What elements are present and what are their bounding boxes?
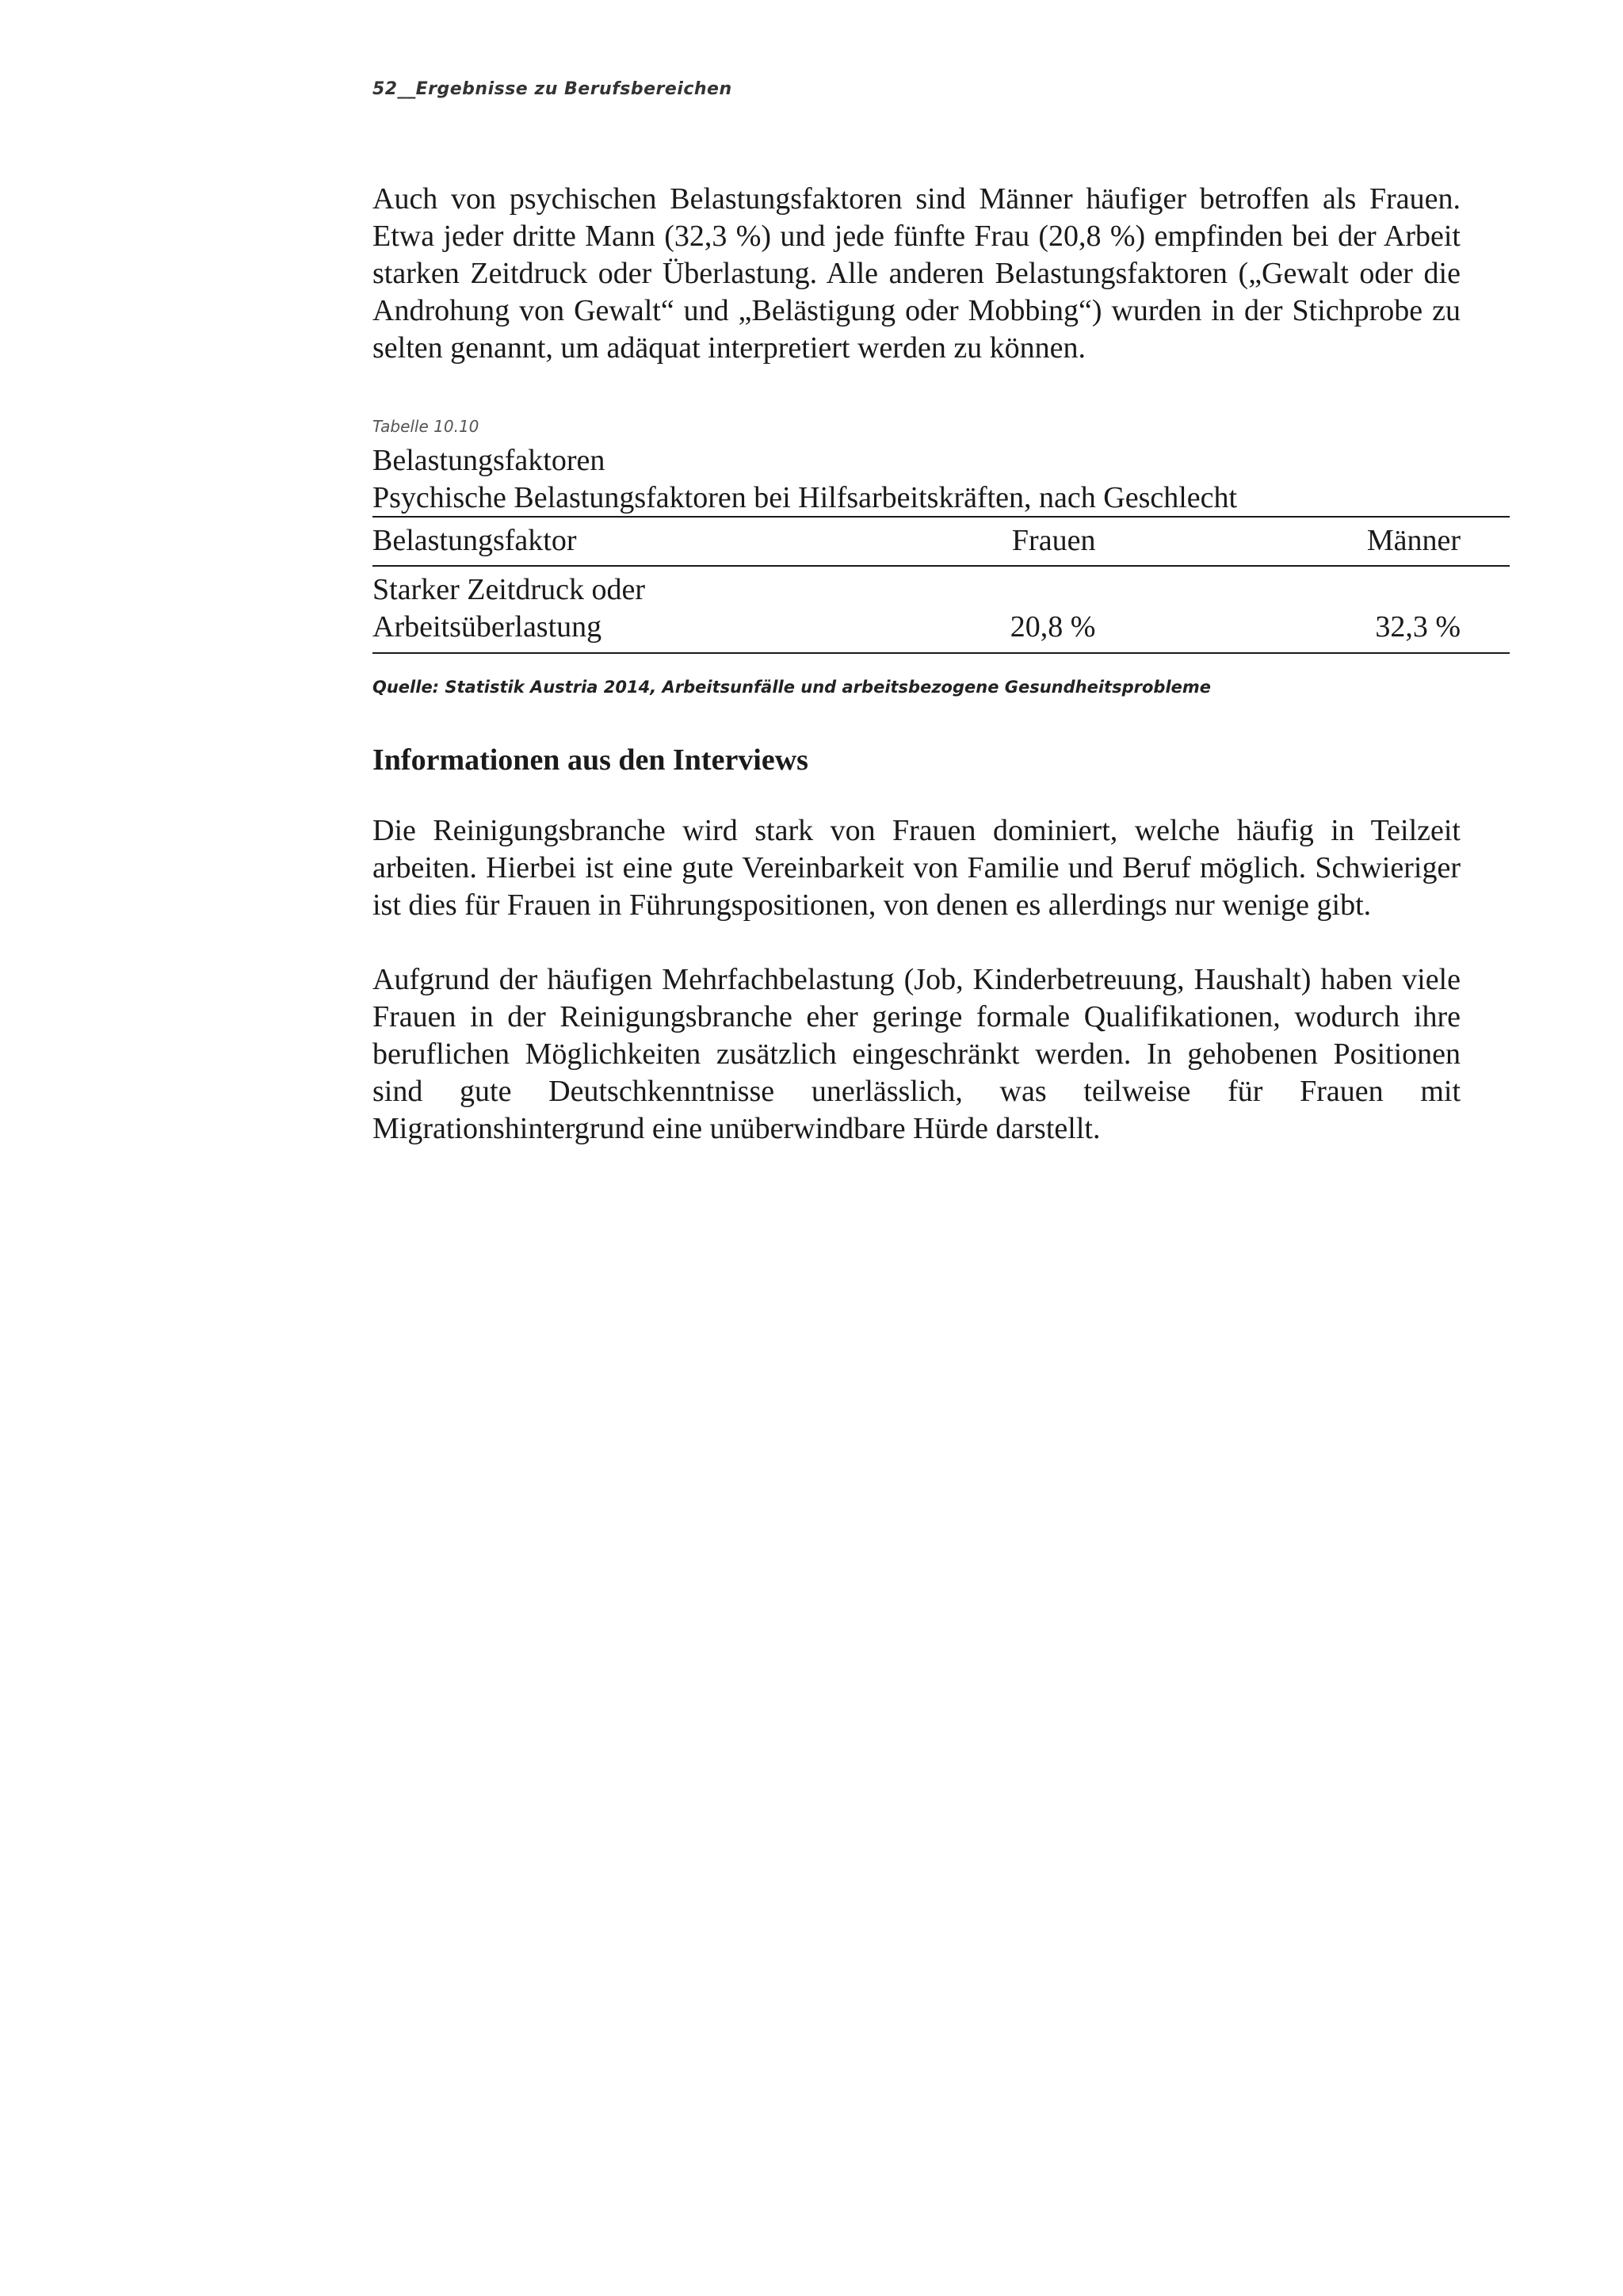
table-row bbox=[372, 566, 1510, 653]
factor-line-2: Arbeitsüberlastung bbox=[372, 610, 602, 644]
section-paragraph-1: Die Reinigungsbranche wird stark von Frauen dominiert, welche häufig in Teilzeit arbeiten. Hierbei ist eine gute Vereinbarkeit von Familie und Beruf möglich. Schwieriger ist dies für Frauen in Führungspositionen, von denen es allerdings nur wenige gibt. bbox=[372, 814, 1461, 922]
table-number: Tabelle 10.10 bbox=[372, 417, 479, 436]
section-paragraph-2: Aufgrund der häufigen Mehrfachbelastung (Job, Kinderbetreuung, Haushalt) haben viele Frauen in der Reinigungsbranche eher geringe formale Qualifikationen, wodurch ihre beruflichen Möglichkeiten zusätzlich eingeschränkt werden. In gehobenen Positionen sind gute Deutschkenntnisse unerlässlich, was teilweise für Frauen mit Migrationshintergrund eine unüberwindbare Hürde darstellt. bbox=[372, 963, 1461, 1145]
table-source: Quelle: Statistik Austria 2014, Arbeitsunfälle und arbeitsbezogene Gesundheitsprobleme bbox=[372, 678, 1212, 697]
column-header-factor: Belastungsfaktor bbox=[372, 517, 884, 566]
column-header-maenner: Männer bbox=[1144, 517, 1510, 566]
table-block bbox=[372, 416, 1510, 697]
section-heading: Informationen aus den Interviews bbox=[372, 743, 808, 777]
table-header-row bbox=[372, 517, 1510, 566]
running-header: 52__Ergebnisse zu Berufsbereichen bbox=[372, 79, 732, 99]
table-title: Belastungsfaktoren bbox=[372, 444, 605, 477]
factor-line-1: Starker Zeitdruck oder bbox=[372, 573, 645, 606]
data-table bbox=[372, 516, 1510, 654]
table-cell-frauen: 20,8 % bbox=[1010, 610, 1096, 644]
page-content bbox=[372, 181, 1461, 1148]
table-cell-maenner: 32,3 % bbox=[1375, 610, 1461, 644]
table-subtitle: Psychische Belastungsfaktoren bei Hilfsarbeitskräften, nach Geschlecht bbox=[372, 481, 1238, 514]
column-header-frauen: Frauen bbox=[884, 517, 1145, 566]
table-cell-factor bbox=[372, 566, 884, 653]
intro-paragraph: Auch von psychischen Belastungsfaktoren sind Männer häufiger betroffen als Frauen. Etwa jeder dritte Mann (32,3 %) und jede fünfte Frau (20,8 %) empfinden bei der Arbeit starken Zeitdruck oder Überlastung. Alle anderen Belastungsfaktoren („Gewalt oder die Androhung von Gewalt“ und „Belästigung oder Mobbing“) wurden in der Stichprobe zu selten genannt, um adäquat interpretiert werden zu können. bbox=[372, 182, 1461, 365]
